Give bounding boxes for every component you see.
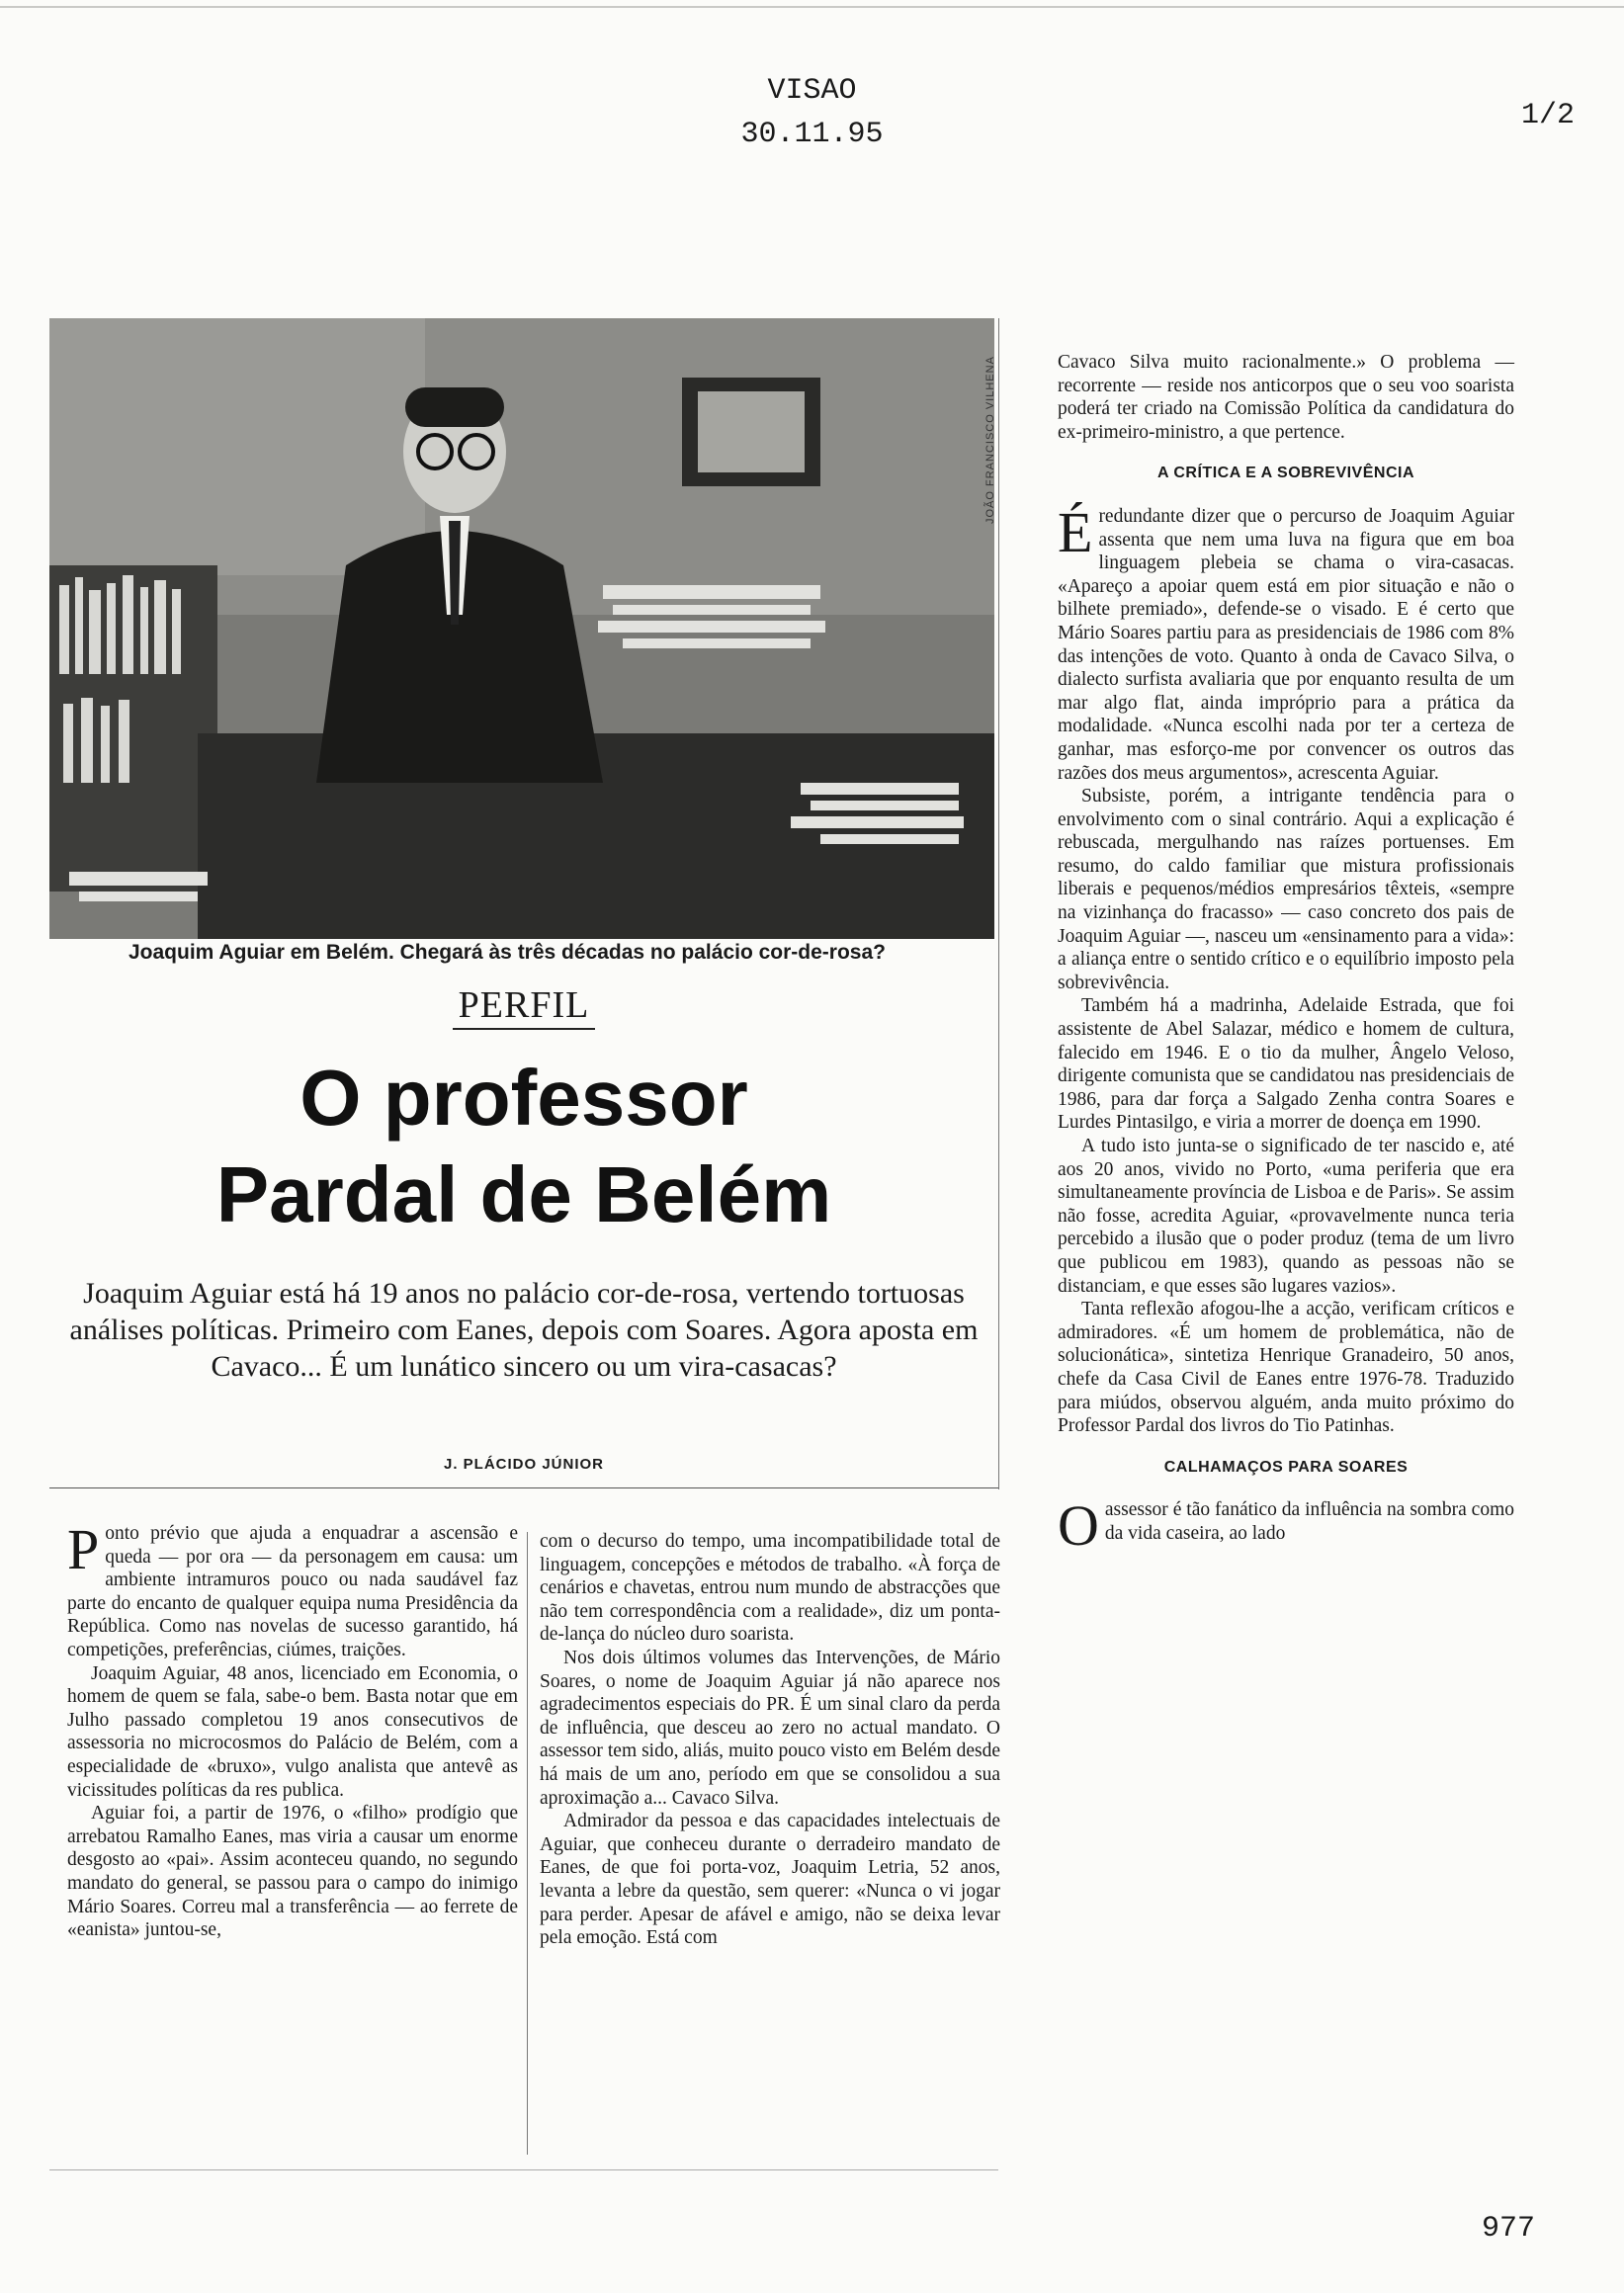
- paragraph: Nos dois últimos volumes das Intervenções, de Mário Soares, o nome de Joaquim Aguiar já não aparece nos agradecimentos especiais do PR. É um sinal claro da perda de influência, que desceu ao zero no actual mandato. O assessor tem sido, aliás, muito pouco visto em Belém desde há mais de um ano, período em que se consolidou a sua aproximação a... Cavaco Silva.: [540, 1647, 1000, 1809]
- headline: [59, 1050, 988, 1243]
- headline-line-1: O professor: [299, 1054, 748, 1142]
- scan-edge-line: [0, 6, 1624, 8]
- bottom-rule: [49, 2169, 998, 2170]
- drop-cap: É: [1058, 499, 1093, 564]
- publication-name: VISAO: [767, 74, 857, 108]
- subheading: CALHAMAÇOS PARA SOARES: [1163, 1458, 1409, 1476]
- paragraph: Também há a madrinha, Adelaide Estrada, que foi assistente de Abel Salazar, médico e homem de cultura, falecido em 1946. E o tio da mulher, Ângelo Veloso, dirigente comunista que se candidatou nas presidenciais de 1986, para dar força a Salgado Zenha contra Soares e Lurdes Pintasilgo, e viria a morrer de doença em 1990.: [1058, 995, 1514, 1134]
- paragraph: [1058, 1493, 1514, 1559]
- headline-line-2: Pardal de Belém: [215, 1150, 832, 1238]
- paragraph: A tudo isto junta-se o significado de ter nascido e, até aos 20 anos, vivido no Porto, «uma periferia que era simultaneamente província de Lisboa e de Paris». Se assim não fosse, acredita Aguiar, «provavelmente nunca teria percebido a ilusão que o poder produz (tema de um livro que publicou em 1983), quando as pessoas não se distanciam, e que esses são lugares vazios».: [1058, 1136, 1514, 1297]
- article-column-2: [540, 1530, 1000, 1950]
- page-number: 977: [1481, 2212, 1535, 2246]
- headline-box-rule: [49, 1487, 998, 1488]
- paragraph-text: onto prévio que ajuda a enquadrar a ascensão e queda — por ora — da personagem em causa: um ambiente intramuros pouco ou nada saudável faz parte do encanto de qualquer equipa numa Presidência da República. Como nas novelas de sucesso garantido, há competições, preferências, ciúmes, traições.: [67, 1523, 518, 1660]
- article-column-3: [1058, 351, 1514, 1559]
- publication-date: 30.11.95: [740, 118, 884, 151]
- paragraph: Aguiar foi, a partir de 1976, o «filho» prodígio que arrebatou Ramalho Eanes, mas viria a causar um enorme desgosto ao «pai». Assim aconteceu quando, no segundo mandato do general, se passou para o campo do inimigo Mário Soares. Correu mal a transferência — ao ferrete de «eanista» juntou-se,: [67, 1803, 518, 1941]
- photo-credit: JOÃO FRANCISCO VILHENA: [984, 356, 996, 524]
- page-count: 1/2: [1520, 99, 1575, 132]
- rubric-label: PERFIL: [453, 984, 596, 1030]
- paragraph: Admirador da pessoa e das capacidades intelectuais de Aguiar, que conheceu durante o derradeiro mandato de Eanes, de que foi porta-voz, Joaquim Letria, 52 anos, levanta a lebre da questão, sem querer: «Nunca o vi jogar para perder. Apesar de afável e amigo, não se deixa levar pela emoção. Está com: [540, 1811, 1000, 1949]
- article-deck: Joaquim Aguiar está há 19 anos no palácio cor-de-rosa, vertendo tortuosas análises políticas. Primeiro com Eanes, depois com Soares. Agora aposta em Cavaco... É um lunático sincero ou um vira-casacas?: [69, 1277, 979, 1383]
- headline-box-side-rule: [998, 318, 999, 1489]
- paragraph: Tanta reflexão afogou-lhe a acção, verificam críticos e admiradores. «É um homem de problemática, não de solucionática», sintetiza Henrique Granadeiro, 50 anos, chefe da Casa Civil de Eanes entre 1976-78. Traduzido para miúdos, observou alguém, anda muito próximo do Professor Pardal dos livros do Tio Patinhas.: [1058, 1299, 1514, 1437]
- photo-caption: Joaquim Aguiar em Belém. Chegará às três décadas no palácio cor-de-rosa?: [128, 941, 886, 964]
- paragraph-text: assessor é tão fanático da influência na sombra como da vida caseira, ao lado: [1104, 1499, 1514, 1544]
- drop-cap: P: [67, 1517, 100, 1581]
- article-column-1: [67, 1517, 518, 1942]
- paragraph: [67, 1517, 518, 1662]
- paragraph: Joaquim Aguiar, 48 anos, licenciado em Economia, o homem de quem se fala, sabe-o bem. Basta notar que em Julho passado completou 19 anos consecutivos de assessoria no microcosmos do Palácio de Belém, com a especialidade de «bruxo», vulgo analista que antevê as vicissitudes políticas da res publica.: [67, 1662, 518, 1801]
- paragraph: [1058, 499, 1514, 785]
- paragraph: Cavaco Silva muito racionalmente.» O problema — recorrente — reside nos anticorpos que o seu voo soarista poderá ter criado na Comissão Política da candidatura do ex-primeiro-ministro, a que pertence.: [1058, 352, 1514, 443]
- article-photo: [49, 318, 994, 939]
- paragraph: Subsiste, porém, a intrigante tendência para o envolvimento com o sinal contrário. Aqui a explicação é rebuscada, mergulhando nas raízes portuenses. Em resumo, do caldo familiar que mistura profissionais liberais e pequenos/médios empresários têxteis, «sempre na vizinhança do fracasso» — caso concreto dos pais de Joaquim Aguiar —, nasceu um «ensinamento para a vida»: a aliança entre o sentido crítico e o equilíbrio imposto pela sobrevivência.: [1058, 786, 1514, 993]
- paragraph-text: redundante dizer que o percurso de Joaquim Aguiar assenta que nem uma luva na figura que em boa linguagem plebeia se chama o vira-casacas. «Apareço a apoiar quem está em pior situação e não o bilhete premiado», defende-se o visado. E é certo que Mário Soares partiu para as presidenciais de 1986 com 8% das intenções de voto. Quanto à onda de Cavaco Silva, o dialecto surfista avaliaria que por enquanto resulta de um mar algo flat, ainda impróprio para a prática da modalidade. «Nunca escolhi nada por ter a certeza de ganhar, mas esforço-me por convencer os outros das razões dos meus argumentos», acrescenta Aguiar.: [1058, 505, 1514, 784]
- drop-cap: O: [1058, 1493, 1099, 1559]
- photo-illustration: [49, 318, 994, 939]
- subheading: A CRÍTICA E A SOBREVIVÊNCIA: [1156, 465, 1415, 482]
- section-rubric: [0, 983, 1048, 1027]
- byline: J. PLÁCIDO JÚNIOR: [443, 1456, 605, 1473]
- paragraph: com o decurso do tempo, uma incompatibilidade total de linguagem, concepções e métodos de trabalho. «À força de cenários e chavetas, entrou num mundo de abstracções que não tem correspondência com a realidade», diz um ponta-de-lança do núcleo duro soarista.: [540, 1531, 1000, 1646]
- fax-header: [0, 69, 1624, 156]
- column-divider: [527, 1532, 528, 2155]
